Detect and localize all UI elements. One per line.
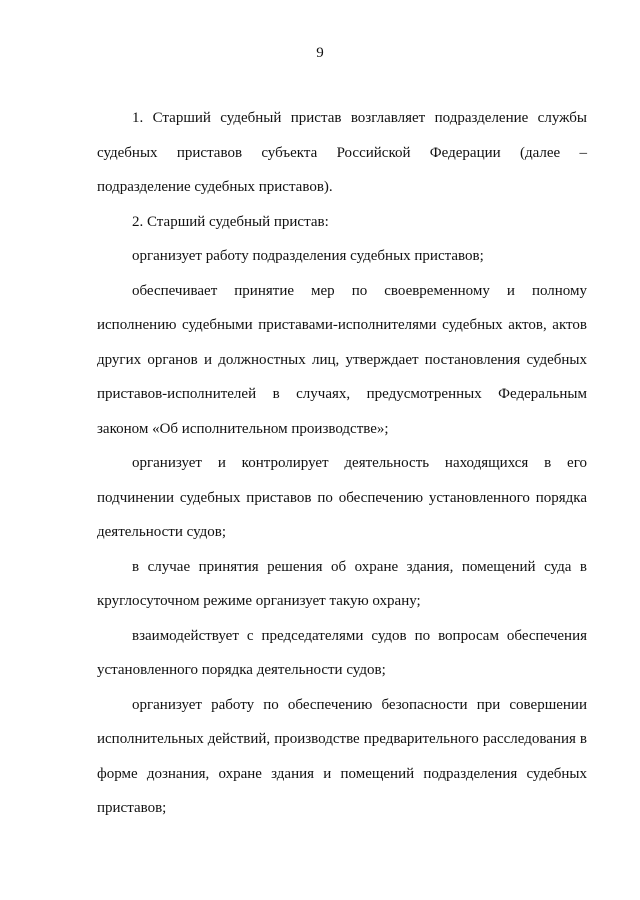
paragraph-7: взаимодействует с председателями судов по вопросам обеспечения установленного порядка деятельности судов;	[97, 627, 587, 678]
paragraph-2: 2. Старший судебный пристав:	[132, 213, 329, 230]
paragraph-1: 1. Старший судебный пристав возглавляет подразделение службы судебных приставов субъекта Российской Федерации (далее – подразделение судебных приставов).	[97, 110, 587, 195]
paragraph-8: организует работу по обеспечению безопасности при совершении исполнительных действий, производстве предварительного расследования в форме дознания, охране здания и помещений подразделения судебных приставов;	[97, 696, 587, 816]
paragraph-5: организует и контролирует деятельность находящихся в его подчинении судебных приставов по обеспечению установленного порядка деятельности судов;	[97, 455, 587, 540]
paragraph-4: обеспечивает принятие мер по своевременному и полному исполнению судебными приставами-исполнителями судебных актов, актов других органов и должностных лиц, утверждает постановления судебных приставов-исполнителей в случаях, предусмотренных Федеральным законом «Об исполнительном производстве»;	[97, 282, 587, 437]
document-body	[97, 101, 587, 826]
paragraph-6: в случае принятия решения об охране здания, помещений суда в круглосуточном режиме организует такую охрану;	[97, 558, 587, 609]
page-number: 9	[316, 45, 324, 61]
paragraph-3: организует работу подразделения судебных приставов;	[132, 248, 484, 264]
